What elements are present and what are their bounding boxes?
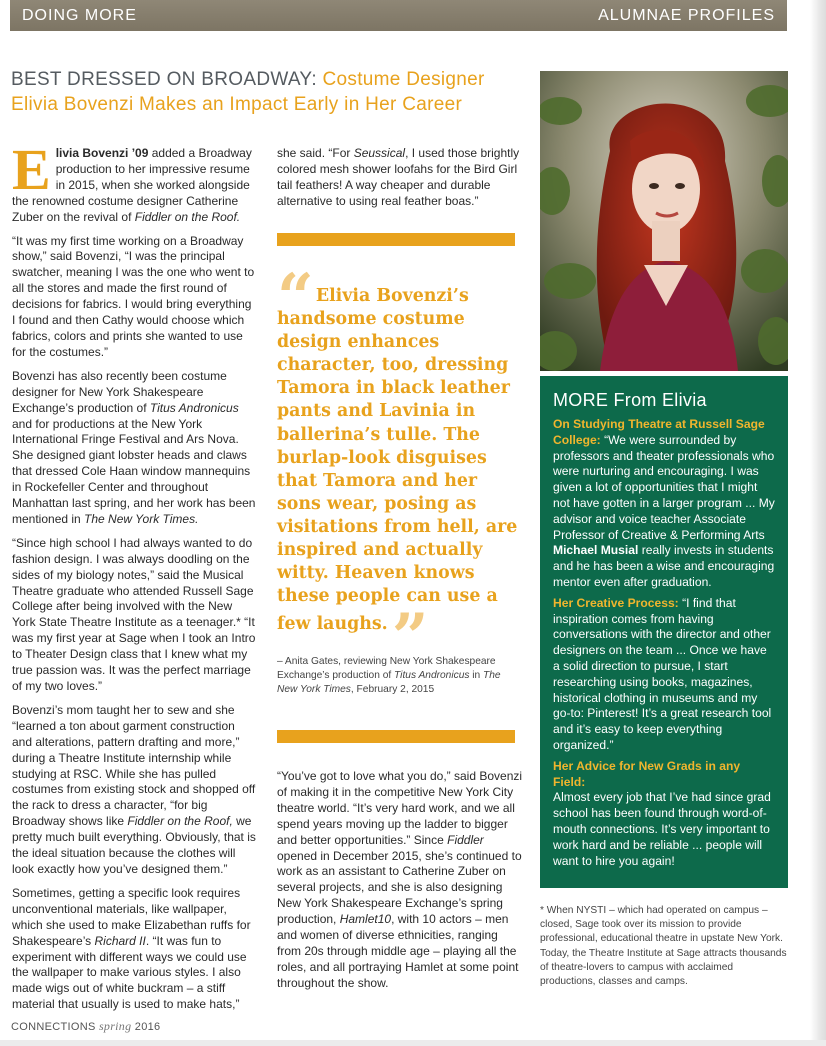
- text: – Anita Gates, reviewing New York Shakespeare Exchange’s production of: [277, 656, 496, 681]
- text: opened in December 2015, she’s continued to work as an assistant to Catherine Zuber on several projects, and she is also designing New York Shakespeare Exchange’s spring production,: [277, 848, 522, 927]
- paragraph: [277, 146, 523, 210]
- page-bottom-edge: [0, 1040, 826, 1046]
- paragraph: [12, 703, 258, 878]
- magazine-name: CONNECTIONS: [11, 1021, 99, 1033]
- sidebar-title: MORE From Elivia: [553, 390, 707, 410]
- text: Bovenzi has also recently been costume designer for New York Shakespeare Exchange’s production of: [12, 368, 227, 415]
- issue-year: 2016: [131, 1021, 161, 1033]
- section-label-left: DOING MORE: [22, 6, 137, 24]
- portrait-photo: [540, 71, 788, 371]
- paragraph: “Since high school I had always wanted to do fashion design. I was always doodling on the sides of my biology notes,” said the Musical Theatre graduate who attended Russell Sage College after being involved with the New York State Theatre Institute as a teenager.* “It was my first year at Sage when I took an Intro to Theater Design class that I knew what my true passion was. It was the perfect marriage of my two loves.”: [12, 535, 256, 693]
- text: “You’ve got to love what you do,” said Bovenzi of making it in the competitive New York City theatre world. “It’s very hard work, and we all spend years moving up the ladder to bigger and better opportunities.” Since: [277, 769, 523, 847]
- paragraph: [12, 886, 258, 1013]
- sidebar-section-heading: Her Advice for New Grads in any Field:: [553, 758, 741, 789]
- article-headline: [11, 67, 521, 117]
- section-label-right: ALUMNAE PROFILES: [598, 6, 775, 24]
- text: we pretty much built everything. Obviously, that is the ideal situation because the clothes will look exactly how you’ve designed them.”: [12, 814, 256, 876]
- footnote: * When NYSTI – which had operated on campus – closed, Sage took over its mission to provide professional, educational theatre in upstate New York. Today, the Theatre Institute at Sage attracts thousands of theatre-lovers to campus with acclaimed productions, classes and camps.: [540, 905, 787, 988]
- person-name: Michael Musial: [553, 543, 639, 558]
- paragraph: [277, 769, 523, 992]
- italic-title: Hamlet10: [339, 912, 392, 927]
- quote-attribution: [277, 655, 517, 697]
- open-quote-mark: “: [277, 260, 314, 335]
- italic-title: The New York Times.: [84, 511, 199, 526]
- section-header-bar: [10, 0, 787, 31]
- text: added a Broadway production to her impressive resume in 2015, when she worked alongside the renowned costume designer Catherine Zuber on the revival of: [12, 146, 252, 224]
- paragraph: [12, 137, 258, 226]
- sidebar-more-from-elivia: [540, 376, 788, 888]
- quote-divider-bottom: [277, 730, 515, 743]
- italic-title: Fiddler on the Roof.: [134, 209, 241, 224]
- page-footer: [11, 1019, 160, 1034]
- text: “I find that inspiration comes from having conversations with the director and other designers on the team ... Once we have a solid direction to pursue, I start researching using books, magazines, historical clothing in museums and my go-to: Pinterest! It’s a great research tool and it’s easy to keep everything organized.”: [553, 595, 772, 752]
- text: she said. “For: [277, 146, 354, 160]
- text: and for productions at the New York International Fringe Festival and Ars Nova. She designed giant lobster heads and claws that dressed Cole Haan window mannequins in Rockefeller Center and throughout Manhattan last spring, and her work has been mentioned in: [12, 416, 256, 526]
- headline-title: Costume Designer Elivia Bovenzi Makes an Impact Early in Her Career: [11, 69, 485, 115]
- sidebar-section: [553, 596, 775, 754]
- text: . “It was fun to experiment with different ways we could use the wallpaper to make various styles. I also made wigs out of white buckram – a stiff material that usually is used to make hats,”: [12, 933, 247, 1012]
- pull-quote-text: Elivia Bovenzi’s handsome costume design enhances character, too, dressing Tamora in black leather pants and Lavinia in ballerina’s tulle. The burlap-look disguises that Tamora and her sons wear, posing as visitations from hell, are inspired and actually witty. Heaven knows these people can use a few laughs.: [277, 286, 518, 635]
- paragraph: “It was my first time working on a Broadway show,” said Bovenzi, “I was the principal swatcher, meaning I was the one who went to all the stores and made the first round of decisions for fabrics. I would bring everything I found and then Cathy would choose which fabrics, colors and prints she wanted to use for the costumes.”: [12, 233, 255, 359]
- sidebar-section: [553, 759, 775, 870]
- article-column-2-top: [277, 146, 523, 218]
- sidebar-section-heading: On Studying Theatre at Russell Sage College:: [553, 417, 765, 447]
- text: , with 10 actors – men and women of diverse ethnicities, ranging from 20s through middle age – playing all the roles, and all portraying Hamlet at some point throughout the show.: [277, 912, 519, 990]
- paragraph: [12, 369, 258, 528]
- text: Bovenzi’s mom taught her to sew and she “learned a ton about garment construction and alterations, pattern drafting and more,” during a Theatre Institute internship while studying at RSC. While she has pulled costumes from existing stock and shopped off the rack to dress a character, “for big Broadway shows like: [12, 702, 256, 829]
- issue-season: spring: [98, 1019, 132, 1033]
- italic-title: Titus Andronicus: [394, 670, 470, 681]
- text: , February 2, 2015: [350, 684, 435, 695]
- article-column-1: [12, 137, 258, 1021]
- italic-title: Fiddler on the Roof,: [127, 814, 233, 829]
- headline-kicker: BEST DRESSED ON BROADWAY:: [11, 69, 323, 90]
- italic-title: Richard II: [94, 933, 146, 948]
- close-quote-mark: ”: [391, 600, 429, 676]
- text: in: [469, 670, 484, 681]
- text: , I used those brightly colored mesh shower loofahs for the Bird Girl tail feathers! A way cheaper and durable alternative to using real feather boas.”: [277, 146, 520, 208]
- text: “We were surrounded by professors and theater professionals who were nurturing and encouraging. I was given a lot of opportunities that I might not have gotten in a larger program ... My advisor and voice teacher Associate Professor of Creative & Performing Arts: [553, 432, 775, 542]
- text: really invests in students and he has been a wise and encouraging mentor even after graduation.: [553, 543, 775, 589]
- page-edge-shadow: [810, 0, 826, 1046]
- subject-name: livia Bovenzi ’09: [55, 146, 149, 160]
- article-column-2-bottom: [277, 769, 523, 1000]
- sidebar-section-heading: Her Creative Process:: [553, 595, 679, 610]
- sidebar-section: [553, 417, 775, 591]
- italic-title: Fiddler: [447, 832, 484, 847]
- italic-title: Seussical: [353, 146, 406, 160]
- drop-cap: E: [12, 137, 51, 202]
- quote-divider-top: [277, 233, 515, 246]
- italic-title: The New York Times: [277, 670, 501, 695]
- text: Almost every job that I’ve had since grad school has been found through word-of-mouth connections. It’s very important to work hard and be reliable ... people will want to hire you again!: [553, 790, 771, 868]
- text: Sometimes, getting a specific look requires unconventional materials, like wallpaper, which she used to make Elizabethan ruffs for Shakespeare’s: [12, 885, 251, 948]
- italic-title: Titus Andronicus: [149, 400, 239, 415]
